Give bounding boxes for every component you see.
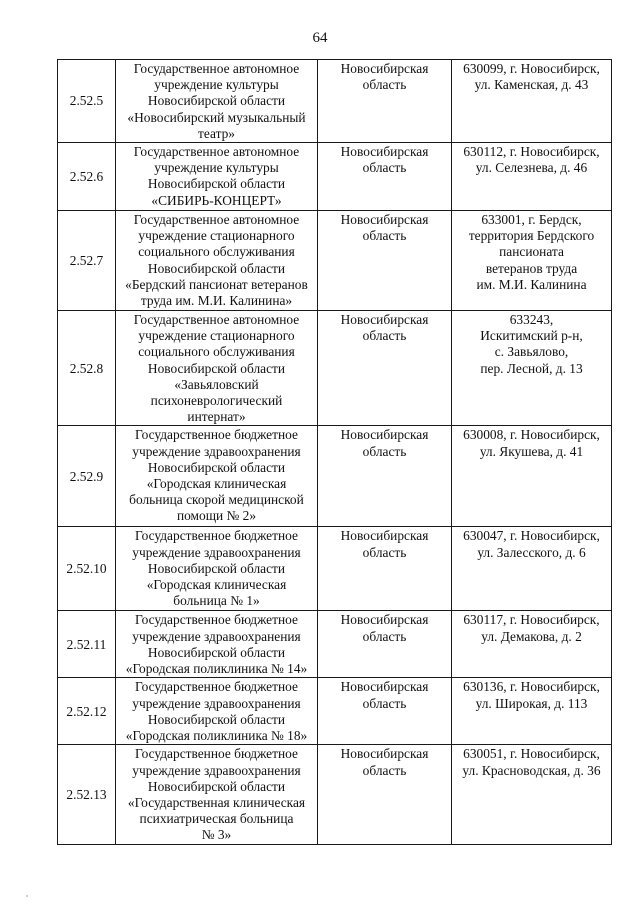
scan-artifact xyxy=(26,895,28,897)
region: Новосибирская область xyxy=(318,611,452,678)
address: 630047, г. Новосибирск, ул. Залесского, д. 6 xyxy=(452,527,612,611)
row-number: 2.52.9 xyxy=(58,426,116,527)
address: 630136, г. Новосибирск, ул. Широкая, д. 113 xyxy=(452,678,612,745)
address: 630099, г. Новосибирск, ул. Каменская, д. 43 xyxy=(452,60,612,143)
page-number: 64 xyxy=(312,30,328,46)
row-number: 2.52.11 xyxy=(58,611,116,678)
region: Новосибирская область xyxy=(318,745,452,844)
table-row xyxy=(58,211,612,311)
row-number: 2.52.8 xyxy=(58,311,116,426)
address: 630112, г. Новосибирск, ул. Селезнева, д. 46 xyxy=(452,143,612,211)
institution-name: Государственное автономное учреждение стационарного социального обслуживания Новосибирской области «Бердский пансионат ветеранов труда им. М.И. Калинина» xyxy=(116,211,318,311)
institution-name: Государственное автономное учреждение стационарного социального обслуживания Новосибирской области «Завьяловский психоневрологический интернат» xyxy=(116,311,318,426)
institution-name: Государственное бюджетное учреждение здравоохранения Новосибирской области «Городская клиническая больница № 1» xyxy=(116,527,318,611)
region: Новосибирская область xyxy=(318,211,452,311)
institution-name: Государственное автономное учреждение культуры Новосибирской области «СИБИРЬ-КОНЦЕРТ» xyxy=(116,143,318,211)
region: Новосибирская область xyxy=(318,60,452,143)
region: Новосибирская область xyxy=(318,143,452,211)
region: Новосибирская область xyxy=(318,426,452,527)
institution-name: Государственное бюджетное учреждение здравоохранения Новосибирской области «Государственная клиническая психиатрическая больница № 3» xyxy=(116,745,318,844)
table-row xyxy=(58,678,612,745)
address: 630008, г. Новосибирск, ул. Якушева, д. 41 xyxy=(452,426,612,527)
table-row xyxy=(58,311,612,426)
address: 633001, г. Бердск, территория Бердского пансионата ветеранов труда им. М.И. Калинина xyxy=(452,211,612,311)
table-row xyxy=(58,527,612,611)
row-number: 2.52.10 xyxy=(58,527,116,611)
institution-name: Государственное бюджетное учреждение здравоохранения Новосибирской области «Городская клиническая больница скорой медицинской помощи № 2» xyxy=(116,426,318,527)
row-number: 2.52.12 xyxy=(58,678,116,745)
row-number: 2.52.6 xyxy=(58,143,116,211)
row-number: 2.52.5 xyxy=(58,60,116,143)
region: Новосибирская область xyxy=(318,311,452,426)
table-row xyxy=(58,611,612,678)
row-number: 2.52.13 xyxy=(58,745,116,844)
table-row xyxy=(58,143,612,211)
table-row xyxy=(58,745,612,844)
row-number: 2.52.7 xyxy=(58,211,116,311)
address: 630051, г. Новосибирск, ул. Красноводская, д. 36 xyxy=(452,745,612,844)
table-row xyxy=(58,426,612,527)
region: Новосибирская область xyxy=(318,527,452,611)
institutions-table xyxy=(57,59,612,845)
institution-name: Государственное автономное учреждение культуры Новосибирской области «Новосибирский музыкальный театр» xyxy=(116,60,318,143)
table-row xyxy=(58,60,612,143)
institution-name: Государственное бюджетное учреждение здравоохранения Новосибирской области «Городская поликлиника № 18» xyxy=(116,678,318,745)
institution-name: Государственное бюджетное учреждение здравоохранения Новосибирской области «Городская поликлиника № 14» xyxy=(116,611,318,678)
address: 633243, Искитимский р-н, с. Завьялово, пер. Лесной, д. 13 xyxy=(452,311,612,426)
address: 630117, г. Новосибирск, ул. Демакова, д. 2 xyxy=(452,611,612,678)
region: Новосибирская область xyxy=(318,678,452,745)
